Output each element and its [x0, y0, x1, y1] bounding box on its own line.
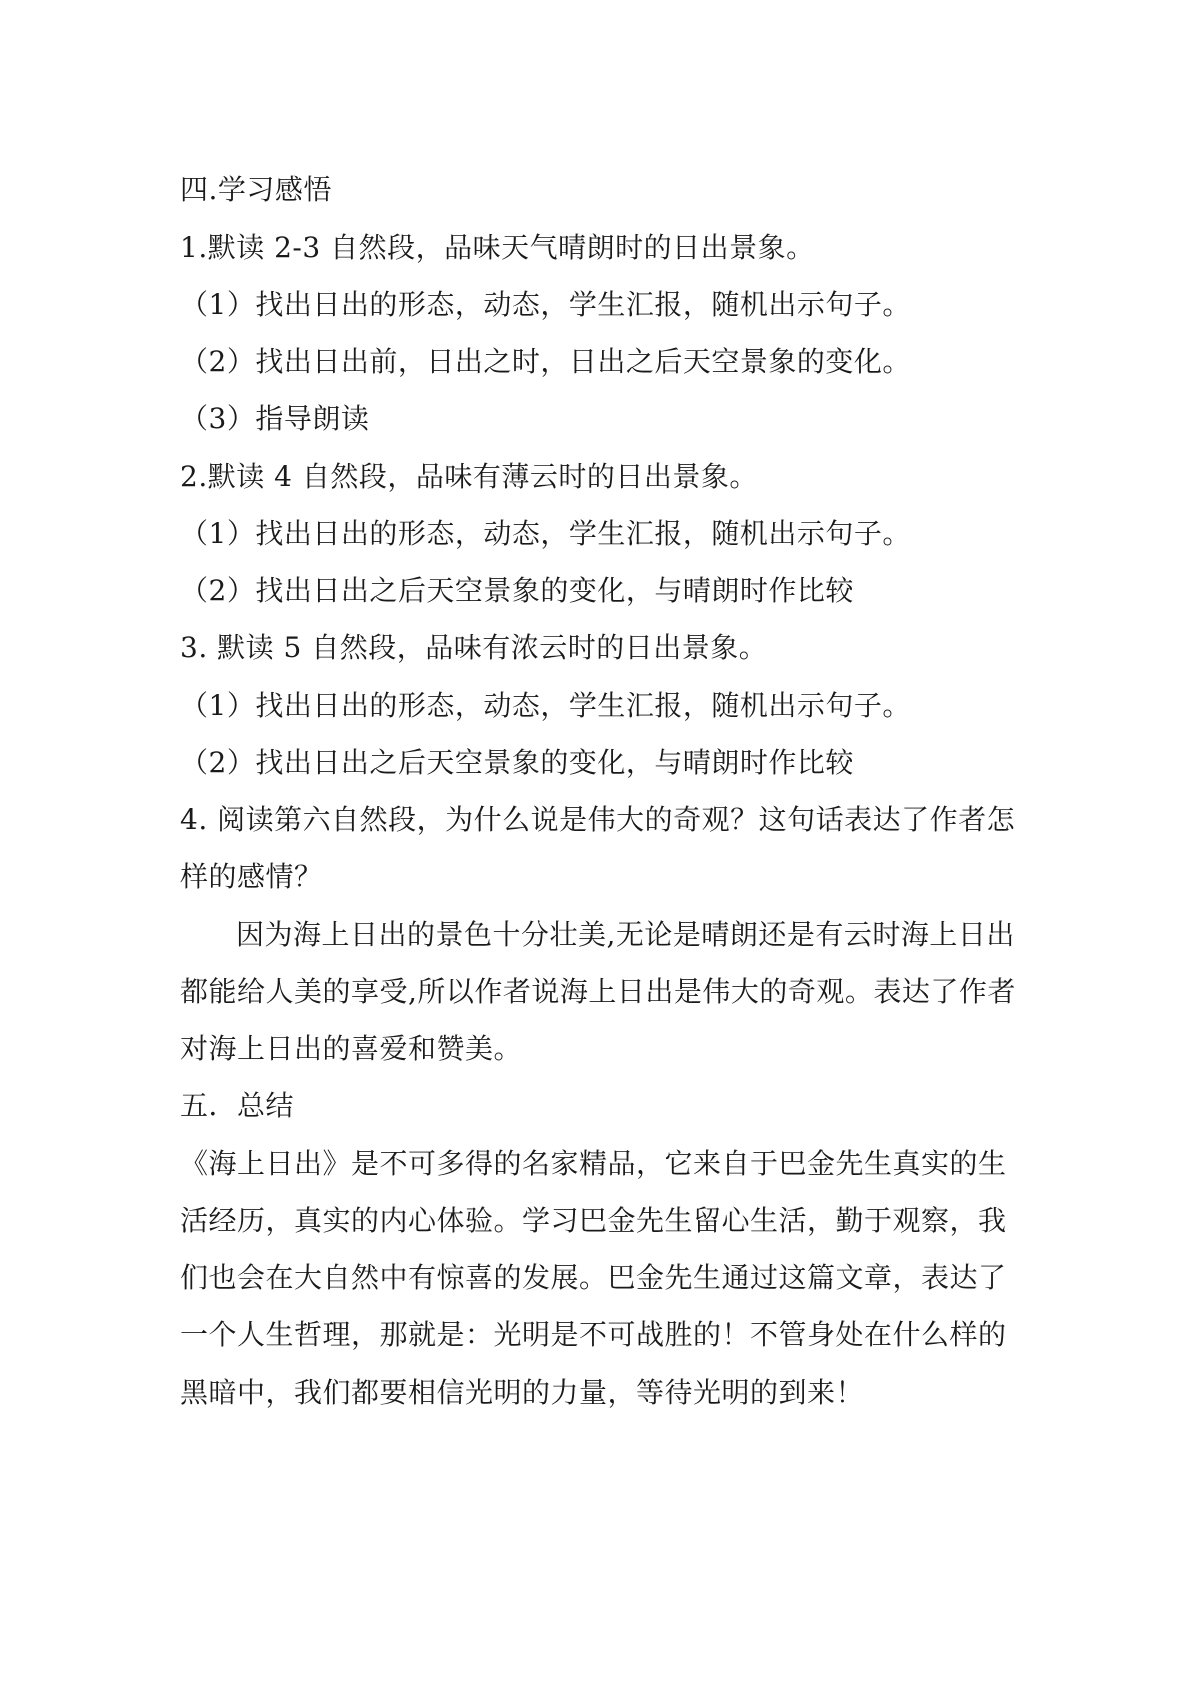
list-item-4-continued: 样的感情？ [180, 860, 323, 893]
list-item-4: 4. 阅读第六自然段，为什么说是伟大的奇观？这句话表达了作者怎 [180, 803, 1016, 836]
sub-item-1-3: （3）指导朗读 [180, 402, 370, 435]
answer-paragraph-line-3: 对海上日出的喜爱和赞美。 [180, 1032, 523, 1065]
sub-item-1-1: （1）找出日出的形态，动态，学生汇报，随机出示句子。 [180, 288, 911, 321]
summary-paragraph-line-3: 们也会在大自然中有惊喜的发展。巴金先生通过这篇文章，表达了 [180, 1261, 1007, 1294]
summary-paragraph-line-2: 活经历，真实的内心体验。学习巴金先生留心生活，勤于观察，我 [180, 1204, 1007, 1237]
sub-item-2-1: （1）找出日出的形态，动态，学生汇报，随机出示句子。 [180, 517, 911, 550]
summary-paragraph-line-1: 《海上日出》是不可多得的名家精品，它来自于巴金先生真实的生 [180, 1147, 1007, 1180]
sub-item-2-2: （2）找出日出之后天空景象的变化，与晴朗时作比较 [180, 574, 854, 607]
list-item-2: 2.默读 4 自然段，品味有薄云时的日出景象。 [180, 460, 758, 493]
list-item-1: 1.默读 2-3 自然段，品味天气晴朗时的日出景象。 [180, 231, 815, 264]
answer-paragraph-line-2: 都能给人美的享受,所以作者说海上日出是伟大的奇观。表达了作者 [180, 975, 1016, 1008]
section-heading-learning: 四.学习感悟 [180, 173, 332, 206]
section-heading-summary: 五．总结 [180, 1089, 295, 1122]
sub-item-1-2: （2）找出日出前，日出之时，日出之后天空景象的变化。 [180, 345, 911, 378]
sub-item-3-2: （2）找出日出之后天空景象的变化，与晴朗时作比较 [180, 746, 854, 779]
summary-paragraph-line-5: 黑暗中，我们都要相信光明的力量，等待光明的到来！ [180, 1376, 865, 1409]
summary-paragraph-line-4: 一个人生哲理，那就是：光明是不可战胜的！不管身处在什么样的 [180, 1318, 1007, 1351]
sub-item-3-1: （1）找出日出的形态，动态，学生汇报，随机出示句子。 [180, 689, 911, 722]
list-item-3: 3. 默读 5 自然段，品味有浓云时的日出景象。 [180, 631, 768, 664]
answer-paragraph-line-1: 因为海上日出的景色十分壮美,无论是晴朗还是有云时海上日出 [236, 918, 1015, 951]
